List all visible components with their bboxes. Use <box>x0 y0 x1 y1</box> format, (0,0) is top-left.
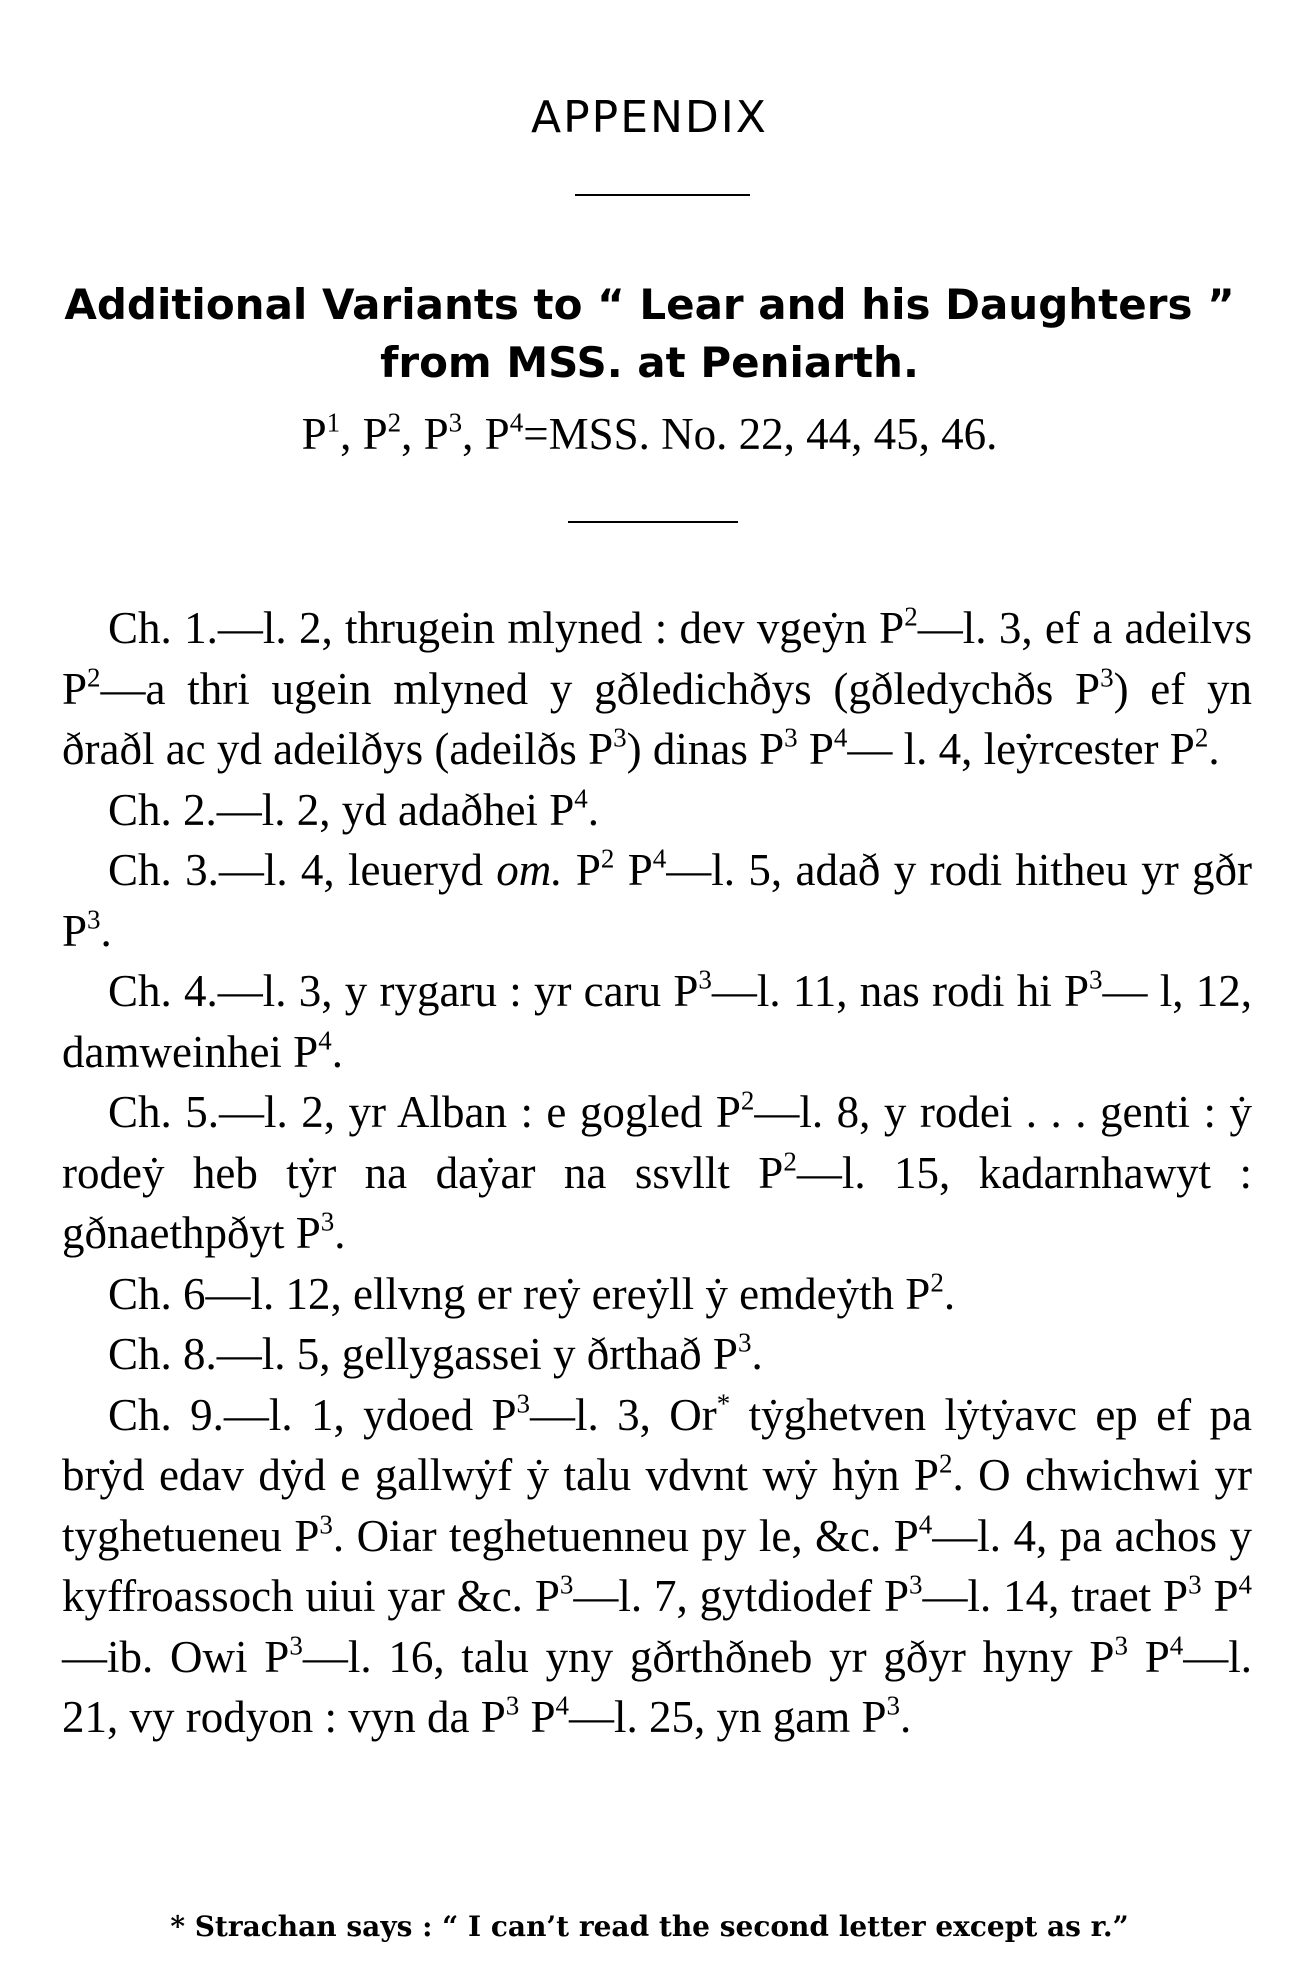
mss-key-sup: 2 <box>387 407 402 438</box>
ms-superscript: 2 <box>1194 722 1209 753</box>
text: —l. 7, gytdiodef P <box>573 1571 909 1621</box>
text: — l, 12, damweinhei P <box>62 966 1252 1077</box>
text: —l. 14, traet P <box>922 1571 1189 1621</box>
ms-superscript: 4 <box>555 1690 570 1721</box>
text: Ch. 5.—l. 2, yr Alban : e gogled P <box>108 1087 741 1137</box>
mss-key-sup: 4 <box>509 407 524 438</box>
text: . <box>943 1268 956 1319</box>
text: P <box>562 845 601 895</box>
section-title-line-2: from MSS. at Peniarth. <box>380 338 919 387</box>
text: Ch. 4.—l. 3, y rygaru : yr caru P <box>108 966 699 1016</box>
ms-superscript: 3 <box>1114 1629 1128 1660</box>
text: tẏghetven lẏtẏavc ep ef pa brẏd edav dẏd e gallwẏf ẏ talu vdvnt wẏ hẏn P <box>62 1389 1252 1500</box>
text: Ch. 6—l. 12, ellvng er reẏ ereẏll ẏ emdeẏth P <box>108 1268 931 1319</box>
text: — l. 4, leẏrcester P <box>847 724 1195 774</box>
variant-paragraph-ch9 <box>62 1385 1252 1748</box>
variants-body <box>62 598 1252 1748</box>
ms-superscript: 2 <box>600 843 615 874</box>
mss-key-p: P <box>301 409 327 459</box>
text: —l. 25, yn gam P <box>569 1692 887 1742</box>
ms-superscript: 3 <box>87 903 101 934</box>
section-title <box>0 276 1299 392</box>
text: —ib. Owi P <box>62 1631 290 1682</box>
ms-superscript: 2 <box>930 1266 944 1297</box>
ms-superscript: 4 <box>652 843 667 874</box>
section-rule <box>568 521 738 523</box>
text: —l. 3, ef a adeilvs P <box>62 603 1253 714</box>
text: . <box>587 784 599 835</box>
ms-superscript: 2 <box>740 1085 755 1116</box>
text: —l. 11, nas rodi hi P <box>711 966 1089 1016</box>
variant-paragraph-ch4 <box>62 961 1252 1082</box>
text: —l. 4, pa achos y kyffroassoch uiui yar &c. P <box>62 1510 1253 1621</box>
text: —l. 8, y rodei . . . genti : ẏ rodeẏ heb tẏr na daẏar na ssvllt P <box>62 1087 1252 1198</box>
text: ) ef yn ðraðl ac yd adeilðys (adeilðs P <box>62 663 1252 774</box>
text: . <box>900 1692 912 1742</box>
ms-superscript: 3 <box>908 1569 923 1600</box>
variant-paragraph-ch5 <box>62 1082 1252 1264</box>
mss-key-rest: =MSS. No. 22, 44, 45, 46. <box>523 409 998 459</box>
variant-paragraph-ch3 <box>62 840 1252 961</box>
ms-superscript: 3 <box>559 1569 574 1600</box>
variant-paragraph-ch1 <box>62 598 1252 780</box>
mss-key-sup: 1 <box>326 407 341 438</box>
omitted-abbrev: om. <box>496 845 563 895</box>
mss-key-sep: , P <box>462 409 510 459</box>
text: . <box>334 1208 346 1258</box>
ms-superscript: 4 <box>574 782 588 813</box>
text: Ch. 3.—l. 4, leueryd <box>108 845 497 895</box>
text: P <box>1201 1571 1239 1621</box>
ms-superscript: 2 <box>87 661 101 692</box>
ms-superscript: 3 <box>784 722 798 753</box>
ms-superscript: 3 <box>516 1387 531 1418</box>
text: —l. 21, vy rodyon : vyn da P <box>62 1631 1252 1742</box>
variant-paragraph-ch6 <box>62 1264 1252 1325</box>
ms-superscript: 3 <box>698 964 712 995</box>
text: P <box>519 1692 556 1742</box>
ms-superscript: 4 <box>833 722 848 753</box>
ms-superscript: 3 <box>886 1690 901 1721</box>
ms-superscript: 3 <box>289 1629 303 1660</box>
footnote-marker: * <box>716 1387 731 1418</box>
ms-superscript: 2 <box>904 601 918 632</box>
text: P <box>614 845 653 895</box>
manuscript-key <box>0 408 1299 460</box>
ms-superscript: 3 <box>737 1327 752 1358</box>
text: —l. 3, Or <box>530 1389 717 1440</box>
footnote: * Strachan says : “ I can’t read the second letter except as r.” <box>170 1910 1129 1943</box>
ms-superscript: 4 <box>318 1024 332 1055</box>
ms-superscript: 3 <box>1100 661 1114 692</box>
text: Ch. 1.—l. 2, thrugein mlyned : dev vgeẏn P <box>108 603 905 653</box>
mss-key-sup: 3 <box>448 407 463 438</box>
mss-key-sep: , P <box>401 409 449 459</box>
text: . O chwichwi yr tyghetueneu P <box>62 1450 1253 1561</box>
ms-superscript: 2 <box>938 1448 953 1479</box>
ms-superscript: 2 <box>783 1145 797 1176</box>
text: —a thri ugein mlyned y gðledichðys (gðledychðs P <box>100 663 1101 714</box>
ms-superscript: 3 <box>1188 1569 1202 1600</box>
ms-superscript: 4 <box>1238 1569 1252 1600</box>
text: . <box>1208 724 1220 774</box>
ms-superscript: 3 <box>613 722 627 753</box>
section-title-line-1: Additional Variants to “ Lear and his Daughters ” <box>64 280 1235 329</box>
ms-superscript: 3 <box>319 1508 333 1539</box>
text: . <box>100 905 112 956</box>
ms-superscript: 4 <box>918 1508 933 1539</box>
text: . <box>751 1329 763 1379</box>
ms-superscript: 3 <box>320 1206 335 1237</box>
text: Ch. 8.—l. 5, gellygassei y ðrthað P <box>108 1329 738 1379</box>
page-heading: APPENDIX <box>531 92 768 143</box>
text: Ch. 9.—l. 1, ydoed P <box>108 1389 517 1440</box>
text: Ch. 2.—l. 2, yd adaðhei P <box>108 784 575 835</box>
text: —l. 16, talu yny gðrthðneb yr gðyr hyny P <box>302 1631 1115 1682</box>
ms-superscript: 4 <box>1169 1629 1184 1660</box>
text: P <box>797 724 834 774</box>
ms-superscript: 3 <box>505 1690 520 1721</box>
text: ) dinas P <box>626 724 785 774</box>
text: —l. 5, adað y rodi hitheu yr gðr P <box>62 845 1253 956</box>
variant-paragraph-ch2 <box>62 780 1252 841</box>
text: . Oiar teghetuenneu py le, &c. P <box>332 1510 919 1561</box>
text: —l. 15, kadarnhawyt : gðnaethpðyt P <box>62 1147 1252 1258</box>
mss-key-sep: , P <box>340 409 388 459</box>
text: P <box>1127 1631 1170 1682</box>
heading-rule <box>575 194 750 196</box>
text: . <box>331 1026 343 1077</box>
ms-superscript: 3 <box>1088 964 1103 995</box>
variant-paragraph-ch8 <box>62 1324 1252 1385</box>
